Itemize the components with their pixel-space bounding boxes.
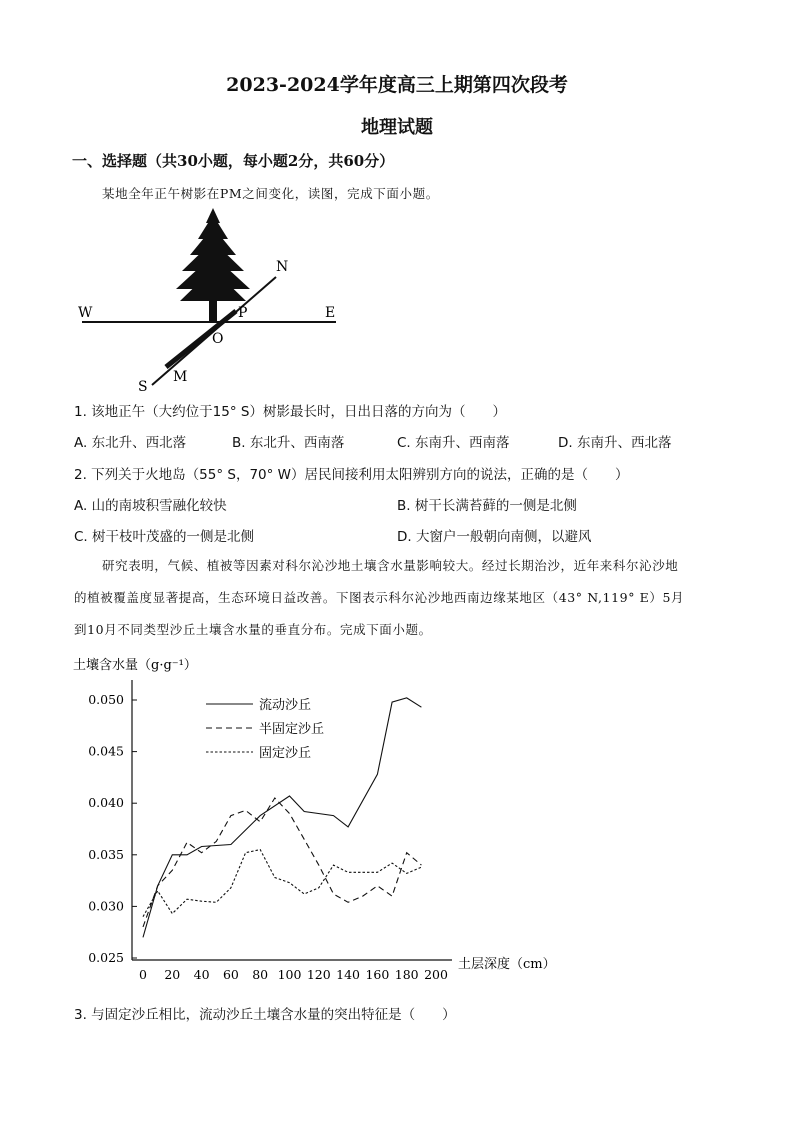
x-tick-label: 180	[394, 967, 419, 982]
label-p: P	[238, 305, 248, 321]
x-tick-label: 160	[365, 967, 390, 982]
label-e: E	[325, 305, 336, 321]
question-1-option-a[interactable]: A. 东北升、西北落	[74, 435, 187, 451]
chart-y-label: 土壤含水量（g·g⁻¹）	[73, 658, 197, 673]
passage-line-1: 研究表明，气候、植被等因素对科尔沁沙地土壤含水量影响较大。经过长期治沙，近年来科尔沁沙地	[102, 558, 679, 573]
question-2-stem: 2. 下列关于火地岛（55° S，70° W）居民间接利用太阳辨别方向的说法，正确的是（ ）	[74, 467, 629, 483]
y-tick-label: 0.025	[88, 950, 124, 965]
chart-x-label: 土层深度（cm）	[458, 957, 556, 972]
label-m: M	[173, 369, 188, 385]
y-tick-label: 0.030	[88, 898, 124, 914]
y-tick-label: 0.040	[88, 795, 124, 811]
label-n: N	[276, 259, 289, 275]
y-tick-label: 0.045	[88, 743, 124, 759]
question-2-option-a[interactable]: A. 山的南坡积雪融化较快	[74, 498, 227, 514]
x-tick-label: 100	[277, 967, 302, 982]
question-1-option-b[interactable]: B. 东北升、西南落	[232, 435, 345, 451]
x-tick-label: 0	[139, 967, 147, 982]
section-heading: 一、选择题（共30小题，每小题2分，共60分）	[72, 152, 395, 170]
x-tick-label: 200	[424, 967, 448, 982]
series-line-3	[143, 850, 421, 917]
y-tick-label: 0.035	[88, 846, 124, 862]
legend-label-3: 固定沙丘	[259, 746, 312, 761]
question-1-option-d[interactable]: D. 东南升、西北落	[558, 435, 672, 451]
series-line-2	[143, 798, 421, 927]
label-w: W	[78, 305, 93, 321]
intro-text: 某地全年正午树影在PM之间变化，读图，完成下面小题。	[102, 186, 439, 201]
question-1-stem: 1. 该地正午（大约位于15° S）树影最长时，日出日落的方向为（ ）	[74, 404, 506, 420]
legend-label-1: 流动沙丘	[259, 698, 312, 713]
x-tick-label: 40	[193, 967, 210, 982]
question-2-option-d[interactable]: D. 大窗户一般朝向南侧，以避风	[397, 529, 592, 545]
x-tick-label: 120	[306, 967, 331, 982]
question-1-option-c[interactable]: C. 东南升、西南落	[397, 435, 510, 451]
question-2-option-c[interactable]: C. 树干枝叶茂盛的一侧是北侧	[74, 529, 255, 545]
y-tick-label: 0.050	[88, 692, 124, 707]
legend-label-2: 半固定沙丘	[259, 722, 325, 737]
x-tick-label: 20	[164, 967, 181, 982]
x-tick-label: 140	[336, 967, 361, 982]
x-tick-label: 60	[222, 967, 239, 982]
passage-line-3: 到10月不同类型沙丘土壤含水量的垂直分布。完成下面小题。	[74, 622, 432, 637]
tree-shadow	[166, 311, 236, 367]
passage-line-2: 的植被覆盖度显著提高，生态环境日益改善。下图表示科尔沁沙地西南边缘某地区（43° N,119° E）5月	[74, 590, 685, 605]
page-subtitle: 地理试题	[361, 117, 433, 138]
tree-shadow-diagram	[70, 205, 360, 395]
x-tick-label: 80	[252, 967, 269, 982]
question-3-stem: 3. 与固定沙丘相比，流动沙丘土壤含水量的突出特征是（ ）	[74, 1007, 456, 1023]
soil-moisture-chart	[60, 650, 580, 990]
question-2-option-b[interactable]: B. 树干长满苔藓的一侧是北侧	[397, 498, 577, 514]
page-title: 2023-2024学年度高三上期第四次段考	[226, 74, 568, 96]
label-o: O	[212, 331, 224, 347]
label-s: S	[138, 379, 148, 395]
